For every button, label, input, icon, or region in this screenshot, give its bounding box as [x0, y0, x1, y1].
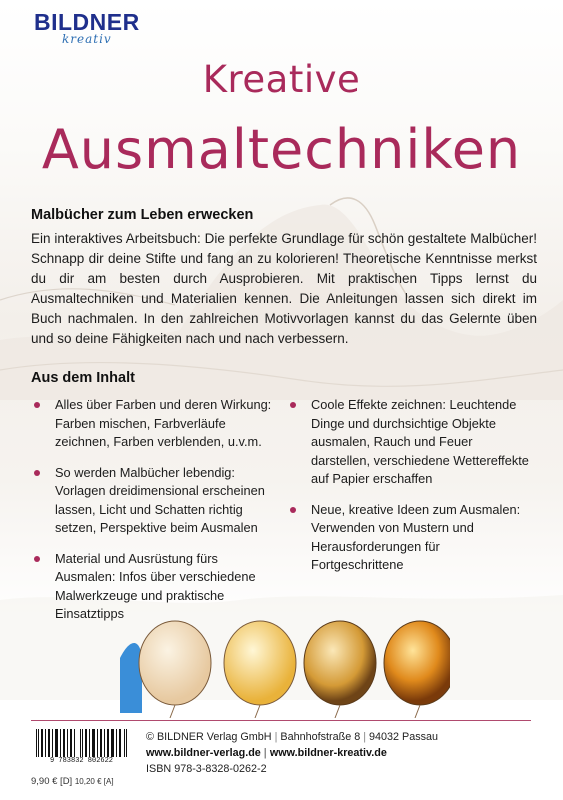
- logo-sub: kreativ: [62, 32, 112, 46]
- separator: |: [274, 731, 278, 743]
- bullet-icon: [34, 556, 40, 562]
- contents-heading: Aus dem Inhalt: [31, 370, 135, 386]
- blue-balloon-shape: [120, 643, 142, 713]
- bullet-icon: [34, 470, 40, 476]
- contents-right-column: [287, 396, 535, 587]
- website-link-verlag[interactable]: www.bildner-verlag.de: [146, 747, 261, 759]
- logo-brand: BILDNER: [34, 9, 140, 35]
- publisher-name: © BILDNER Verlag GmbH: [146, 731, 272, 743]
- price: [31, 776, 114, 787]
- intro-heading: Malbücher zum Leben erwecken: [31, 207, 254, 223]
- barcode-number: 9 783832 802622: [30, 757, 133, 765]
- title-line1: Kreative: [202, 58, 361, 101]
- separator: |: [263, 747, 267, 759]
- title-line2: Ausmaltechniken: [41, 118, 522, 181]
- publisher-city: 94032 Passau: [369, 731, 439, 743]
- barcode: [30, 727, 133, 772]
- list-item: Alles über Farben und deren Wirkung: Farben mischen, Farbverläufe zeichnen, Farben verblenden, u.v.m.: [31, 396, 273, 452]
- list-item: So werden Malbücher lebendig: Vorlagen dreidimensional erscheinen lassen, Licht und Schatten richtig setzen, Perspektive beim Ausmalen: [31, 464, 273, 538]
- list-item: Neue, kreative Ideen zum Ausmalen: Verwenden von Mustern und Herausforderungen für Fortgeschrittene: [287, 501, 535, 575]
- bullet-icon: [290, 402, 296, 408]
- price-de: 9,90 € [D]: [31, 776, 73, 787]
- list-item: Material und Ausrüstung fürs Ausmalen: Infos über verschiedene Malwerkzeuge und praktische Einsatztipps: [31, 550, 273, 624]
- publisher-street: Bahnhofstraße 8: [280, 731, 361, 743]
- publisher-logo: [34, 10, 140, 46]
- price-at: 10,20 € [A]: [74, 777, 114, 786]
- publisher-address: [146, 729, 438, 745]
- website-link-kreativ[interactable]: www.bildner-kreativ.de: [269, 747, 387, 759]
- separator: |: [363, 731, 367, 743]
- intro-text: Ein interaktives Arbeitsbuch: Die perfekte Grundlage für schön gestaltete Malbücher! Schnapp dir deine Stifte und fang an zu kolorieren! Theoretische Kenntnisse merkst du dir am besten durch Ausprobieren. Mit praktischen Tipps lernst du Ausmaltechniken und Materialien kennen. Die Anleitungen lassen sich direkt im Buch nachmalen. In den zahlreichen Motivvorlagen kannst du das Gelernte üben und so deine Fähigkeiten nach und nach verbessern.: [31, 231, 537, 346]
- footer-divider: [31, 720, 531, 721]
- bullet-icon: [290, 507, 296, 513]
- contents-left-column: [31, 396, 273, 636]
- bullet-icon: [34, 402, 40, 408]
- isbn: ISBN 978-3-8328-0262-2: [146, 763, 267, 775]
- websites: [146, 745, 438, 761]
- publisher-info: [146, 729, 438, 777]
- balloons-illustration: [120, 618, 450, 718]
- list-item: Coole Effekte zeichnen: Leuchtende Dinge und durchsichtige Objekte ausmalen, Rauch und Feuer darstellen, verschiedene Wettereffekte auf Papier erschaffen: [287, 396, 535, 489]
